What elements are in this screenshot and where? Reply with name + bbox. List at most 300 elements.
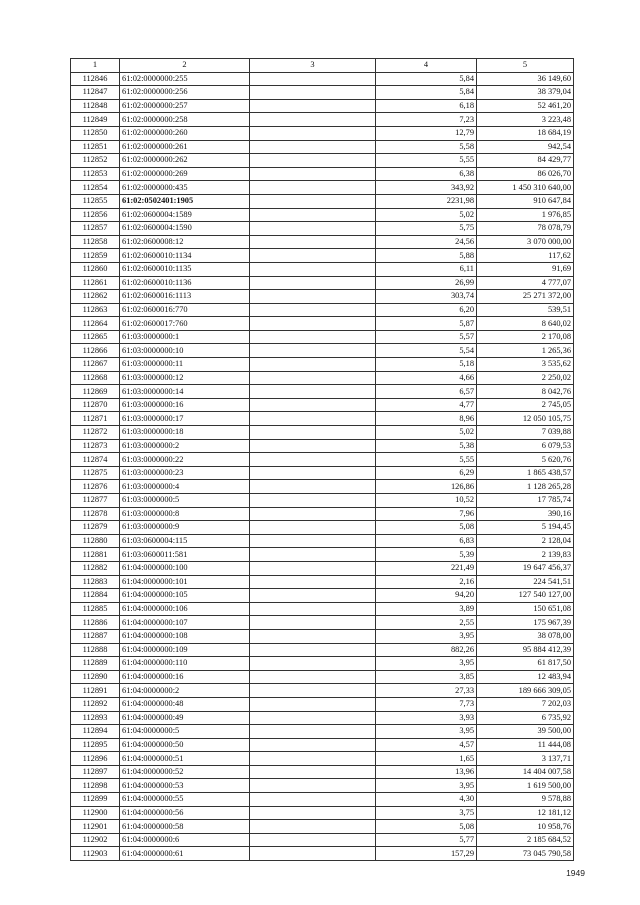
area-cell: 5,58 <box>376 140 477 154</box>
row-number-cell: 112859 <box>71 249 120 263</box>
value-cell: 1 265,36 <box>477 344 574 358</box>
value-cell: 38 078,00 <box>477 629 574 643</box>
empty-cell <box>250 167 376 181</box>
empty-cell <box>250 670 376 684</box>
row-number-cell: 112856 <box>71 208 120 222</box>
empty-cell <box>250 589 376 603</box>
empty-cell <box>250 494 376 508</box>
table-row <box>71 303 574 317</box>
value-cell: 12 050 105,75 <box>477 412 574 426</box>
table-row <box>71 154 574 168</box>
value-cell: 73 045 790,58 <box>477 847 574 861</box>
row-number-cell: 112884 <box>71 589 120 603</box>
table-row <box>71 466 574 480</box>
cadastral-number-cell: 61:04:0000000:105 <box>120 589 250 603</box>
table-row <box>71 711 574 725</box>
cadastral-number-cell: 61:04:0000000:2 <box>120 684 250 698</box>
header-col-4: 4 <box>376 59 477 73</box>
value-cell: 38 379,04 <box>477 86 574 100</box>
empty-cell <box>250 208 376 222</box>
row-number-cell: 112903 <box>71 847 120 861</box>
area-cell: 5,08 <box>376 820 477 834</box>
row-number-cell: 112902 <box>71 833 120 847</box>
row-number-cell: 112901 <box>71 820 120 834</box>
row-number-cell: 112860 <box>71 262 120 276</box>
area-cell: 6,20 <box>376 303 477 317</box>
empty-cell <box>250 779 376 793</box>
table-row <box>71 480 574 494</box>
cadastral-number-cell: 61:03:0000000:10 <box>120 344 250 358</box>
area-cell: 4,77 <box>376 398 477 412</box>
cadastral-number-cell: 61:02:0000000:435 <box>120 181 250 195</box>
table-row <box>71 317 574 331</box>
area-cell: 5,87 <box>376 317 477 331</box>
table-row <box>71 657 574 671</box>
row-number-cell: 112851 <box>71 140 120 154</box>
table-row <box>71 561 574 575</box>
cadastral-number-cell: 61:04:0000000:50 <box>120 738 250 752</box>
value-cell: 1 865 438,57 <box>477 466 574 480</box>
table-row <box>71 643 574 657</box>
row-number-cell: 112875 <box>71 466 120 480</box>
row-number-cell: 112893 <box>71 711 120 725</box>
empty-cell <box>250 616 376 630</box>
table-row <box>71 385 574 399</box>
value-cell: 2 745,05 <box>477 398 574 412</box>
empty-cell <box>250 657 376 671</box>
table-row <box>71 426 574 440</box>
row-number-cell: 112848 <box>71 99 120 113</box>
cadastral-number-cell: 61:03:0600004:115 <box>120 534 250 548</box>
row-number-cell: 112886 <box>71 616 120 630</box>
area-cell: 7,96 <box>376 507 477 521</box>
row-number-cell: 112874 <box>71 453 120 467</box>
empty-cell <box>250 235 376 249</box>
cadastral-number-cell: 61:02:0000000:255 <box>120 72 250 86</box>
table-row <box>71 602 574 616</box>
area-cell: 343,92 <box>376 181 477 195</box>
table-row <box>71 548 574 562</box>
area-cell: 3,75 <box>376 806 477 820</box>
area-cell: 6,83 <box>376 534 477 548</box>
cadastral-number-cell: 61:03:0000000:22 <box>120 453 250 467</box>
area-cell: 7,23 <box>376 113 477 127</box>
empty-cell <box>250 154 376 168</box>
page-number: 1949 <box>566 868 585 878</box>
table-row <box>71 820 574 834</box>
value-cell: 17 785,74 <box>477 494 574 508</box>
row-number-cell: 112871 <box>71 412 120 426</box>
area-cell: 5,57 <box>376 330 477 344</box>
row-number-cell: 112896 <box>71 752 120 766</box>
value-cell: 12 181,12 <box>477 806 574 820</box>
row-number-cell: 112867 <box>71 358 120 372</box>
cadastral-number-cell: 61:03:0000000:18 <box>120 426 250 440</box>
area-cell: 3,93 <box>376 711 477 725</box>
cadastral-number-cell: 61:02:0600016:1113 <box>120 290 250 304</box>
value-cell: 86 026,70 <box>477 167 574 181</box>
cadastral-number-cell: 61:04:0000000:48 <box>120 697 250 711</box>
area-cell: 2,16 <box>376 575 477 589</box>
row-number-cell: 112878 <box>71 507 120 521</box>
cadastral-number-cell: 61:02:0000000:257 <box>120 99 250 113</box>
row-number-cell: 112895 <box>71 738 120 752</box>
area-cell: 5,88 <box>376 249 477 263</box>
row-number-cell: 112899 <box>71 793 120 807</box>
cadastral-number-cell: 61:04:0000000:106 <box>120 602 250 616</box>
value-cell: 6 079,53 <box>477 439 574 453</box>
table-row <box>71 833 574 847</box>
row-number-cell: 112847 <box>71 86 120 100</box>
empty-cell <box>250 725 376 739</box>
row-number-cell: 112882 <box>71 561 120 575</box>
empty-cell <box>250 466 376 480</box>
table-row <box>71 589 574 603</box>
cadastral-number-cell: 61:02:0600004:1590 <box>120 222 250 236</box>
table-row <box>71 806 574 820</box>
area-cell: 303,74 <box>376 290 477 304</box>
empty-cell <box>250 262 376 276</box>
cadastral-number-cell: 61:04:0000000:5 <box>120 725 250 739</box>
value-cell: 1 976,85 <box>477 208 574 222</box>
cadastral-number-cell: 61:03:0000000:17 <box>120 412 250 426</box>
cadastral-number-cell: 61:04:0000000:52 <box>120 765 250 779</box>
row-number-cell: 112888 <box>71 643 120 657</box>
table-row <box>71 575 574 589</box>
empty-cell <box>250 738 376 752</box>
table-row <box>71 222 574 236</box>
cadastral-number-cell: 61:02:0000000:262 <box>120 154 250 168</box>
empty-cell <box>250 711 376 725</box>
area-cell: 3,95 <box>376 725 477 739</box>
table-row <box>71 752 574 766</box>
row-number-cell: 112892 <box>71 697 120 711</box>
cadastral-number-cell: 61:04:0000000:56 <box>120 806 250 820</box>
empty-cell <box>250 548 376 562</box>
value-cell: 175 967,39 <box>477 616 574 630</box>
table-row <box>71 126 574 140</box>
table-row <box>71 738 574 752</box>
value-cell: 2 170,08 <box>477 330 574 344</box>
value-cell: 127 540 127,00 <box>477 589 574 603</box>
header-col-2: 2 <box>120 59 250 73</box>
row-number-cell: 112883 <box>71 575 120 589</box>
cadastral-number-cell: 61:04:0000000:100 <box>120 561 250 575</box>
area-cell: 2,55 <box>376 616 477 630</box>
area-cell: 4,57 <box>376 738 477 752</box>
cadastral-number-cell: 61:02:0000000:258 <box>120 113 250 127</box>
row-number-cell: 112872 <box>71 426 120 440</box>
value-cell: 52 461,20 <box>477 99 574 113</box>
row-number-cell: 112876 <box>71 480 120 494</box>
value-cell: 942,54 <box>477 140 574 154</box>
empty-cell <box>250 126 376 140</box>
row-number-cell: 112869 <box>71 385 120 399</box>
value-cell: 10 958,76 <box>477 820 574 834</box>
cadastral-number-cell: 61:03:0600011:581 <box>120 548 250 562</box>
area-cell: 6,38 <box>376 167 477 181</box>
empty-cell <box>250 453 376 467</box>
cadastral-number-cell: 61:03:0000000:2 <box>120 439 250 453</box>
value-cell: 95 884 412,39 <box>477 643 574 657</box>
area-cell: 5,84 <box>376 86 477 100</box>
value-cell: 224 541,51 <box>477 575 574 589</box>
value-cell: 19 647 456,37 <box>477 561 574 575</box>
row-number-cell: 112853 <box>71 167 120 181</box>
row-number-cell: 112863 <box>71 303 120 317</box>
empty-cell <box>250 99 376 113</box>
table-row <box>71 684 574 698</box>
cadastral-number-cell: 61:03:0000000:11 <box>120 358 250 372</box>
empty-cell <box>250 697 376 711</box>
table-row <box>71 439 574 453</box>
row-number-cell: 112898 <box>71 779 120 793</box>
empty-cell <box>250 385 376 399</box>
cadastral-number-cell: 61:02:0000000:256 <box>120 86 250 100</box>
value-cell: 117,62 <box>477 249 574 263</box>
empty-cell <box>250 426 376 440</box>
area-cell: 5,08 <box>376 521 477 535</box>
cadastral-number-cell: 61:04:0000000:16 <box>120 670 250 684</box>
table-row <box>71 262 574 276</box>
value-cell: 2 139,83 <box>477 548 574 562</box>
cadastral-number-cell: 61:04:0000000:108 <box>120 629 250 643</box>
empty-cell <box>250 480 376 494</box>
cadastral-number-cell: 61:03:0000000:5 <box>120 494 250 508</box>
value-cell: 3 070 000,00 <box>477 235 574 249</box>
area-cell: 3,95 <box>376 629 477 643</box>
table-row <box>71 113 574 127</box>
area-cell: 5,55 <box>376 453 477 467</box>
empty-cell <box>250 86 376 100</box>
area-cell: 3,95 <box>376 657 477 671</box>
table-row <box>71 670 574 684</box>
table-row <box>71 344 574 358</box>
value-cell: 3 137,71 <box>477 752 574 766</box>
row-number-cell: 112858 <box>71 235 120 249</box>
row-number-cell: 112894 <box>71 725 120 739</box>
value-cell: 2 250,02 <box>477 371 574 385</box>
cadastral-number-cell: 61:02:0600010:1134 <box>120 249 250 263</box>
cadastral-number-cell: 61:04:0000000:51 <box>120 752 250 766</box>
table-row <box>71 494 574 508</box>
empty-cell <box>250 181 376 195</box>
empty-cell <box>250 833 376 847</box>
area-cell: 13,96 <box>376 765 477 779</box>
empty-cell <box>250 358 376 372</box>
table-row <box>71 779 574 793</box>
row-number-cell: 112881 <box>71 548 120 562</box>
value-cell: 84 429,77 <box>477 154 574 168</box>
cadastral-number-cell: 61:02:0600016:770 <box>120 303 250 317</box>
area-cell: 2231,98 <box>376 194 477 208</box>
area-cell: 126,86 <box>376 480 477 494</box>
area-cell: 8,96 <box>376 412 477 426</box>
empty-cell <box>250 507 376 521</box>
cadastral-number-cell: 61:03:0000000:14 <box>120 385 250 399</box>
value-cell: 3 535,62 <box>477 358 574 372</box>
value-cell: 39 500,00 <box>477 725 574 739</box>
area-cell: 6,57 <box>376 385 477 399</box>
cadastral-number-cell: 61:04:0000000:53 <box>120 779 250 793</box>
table-row <box>71 290 574 304</box>
header-col-1: 1 <box>71 59 120 73</box>
row-number-cell: 112854 <box>71 181 120 195</box>
area-cell: 10,52 <box>376 494 477 508</box>
table-row <box>71 208 574 222</box>
empty-cell <box>250 752 376 766</box>
value-cell: 36 149,60 <box>477 72 574 86</box>
area-cell: 6,29 <box>376 466 477 480</box>
empty-cell <box>250 534 376 548</box>
row-number-cell: 112880 <box>71 534 120 548</box>
table-row <box>71 249 574 263</box>
value-cell: 2 185 684,52 <box>477 833 574 847</box>
area-cell: 5,54 <box>376 344 477 358</box>
value-cell: 14 404 007,58 <box>477 765 574 779</box>
area-cell: 157,29 <box>376 847 477 861</box>
empty-cell <box>250 371 376 385</box>
empty-cell <box>250 765 376 779</box>
value-cell: 3 223,48 <box>477 113 574 127</box>
value-cell: 910 647,84 <box>477 194 574 208</box>
cadastral-number-cell: 61:02:0600010:1136 <box>120 276 250 290</box>
value-cell: 8 640,02 <box>477 317 574 331</box>
table-row <box>71 507 574 521</box>
row-number-cell: 112846 <box>71 72 120 86</box>
table-row <box>71 167 574 181</box>
cadastral-number-cell: 61:02:0600010:1135 <box>120 262 250 276</box>
empty-cell <box>250 793 376 807</box>
cadastral-number-cell: 61:03:0000000:16 <box>120 398 250 412</box>
value-cell: 91,69 <box>477 262 574 276</box>
row-number-cell: 112849 <box>71 113 120 127</box>
area-cell: 4,30 <box>376 793 477 807</box>
value-cell: 539,51 <box>477 303 574 317</box>
area-cell: 94,20 <box>376 589 477 603</box>
cadastral-number-cell: 61:03:0000000:1 <box>120 330 250 344</box>
table-row <box>71 276 574 290</box>
empty-cell <box>250 806 376 820</box>
empty-cell <box>250 249 376 263</box>
empty-cell <box>250 344 376 358</box>
row-number-cell: 112865 <box>71 330 120 344</box>
table-row <box>71 765 574 779</box>
header-col-5: 5 <box>477 59 574 73</box>
area-cell: 5,75 <box>376 222 477 236</box>
value-cell: 18 684,19 <box>477 126 574 140</box>
area-cell: 5,84 <box>376 72 477 86</box>
value-cell: 5 620,76 <box>477 453 574 467</box>
table-row <box>71 697 574 711</box>
area-cell: 7,73 <box>376 697 477 711</box>
empty-cell <box>250 113 376 127</box>
cadastral-number-cell: 61:04:0000000:109 <box>120 643 250 657</box>
value-cell: 11 444,08 <box>477 738 574 752</box>
cadastral-number-cell: 61:04:0000000:55 <box>120 793 250 807</box>
table-row <box>71 99 574 113</box>
row-number-cell: 112850 <box>71 126 120 140</box>
cadastral-number-cell: 61:02:0000000:261 <box>120 140 250 154</box>
table-row <box>71 358 574 372</box>
row-number-cell: 112873 <box>71 439 120 453</box>
row-number-cell: 112864 <box>71 317 120 331</box>
area-cell: 221,49 <box>376 561 477 575</box>
value-cell: 8 042,76 <box>477 385 574 399</box>
value-cell: 150 651,08 <box>477 602 574 616</box>
empty-cell <box>250 684 376 698</box>
table-row <box>71 453 574 467</box>
empty-cell <box>250 521 376 535</box>
empty-cell <box>250 561 376 575</box>
row-number-cell: 112897 <box>71 765 120 779</box>
cadastral-number-cell: 61:04:0000000:61 <box>120 847 250 861</box>
empty-cell <box>250 575 376 589</box>
table-row <box>71 725 574 739</box>
table-row <box>71 793 574 807</box>
empty-cell <box>250 602 376 616</box>
area-cell: 6,18 <box>376 99 477 113</box>
cadastral-number-cell: 61:03:0000000:12 <box>120 371 250 385</box>
value-cell: 78 078,79 <box>477 222 574 236</box>
table-row <box>71 194 574 208</box>
empty-cell <box>250 317 376 331</box>
row-number-cell: 112852 <box>71 154 120 168</box>
table-row <box>71 847 574 861</box>
value-cell: 1 128 265,28 <box>477 480 574 494</box>
cadastral-number-cell: 61:02:0000000:260 <box>120 126 250 140</box>
value-cell: 6 735,92 <box>477 711 574 725</box>
area-cell: 4,66 <box>376 371 477 385</box>
empty-cell <box>250 194 376 208</box>
area-cell: 6,11 <box>376 262 477 276</box>
row-number-cell: 112879 <box>71 521 120 535</box>
value-cell: 9 578,88 <box>477 793 574 807</box>
cadastral-number-cell: 61:03:0000000:4 <box>120 480 250 494</box>
row-number-cell: 112889 <box>71 657 120 671</box>
table-row <box>71 72 574 86</box>
cadastral-number-cell: 61:04:0000000:101 <box>120 575 250 589</box>
table-row <box>71 371 574 385</box>
area-cell: 1,65 <box>376 752 477 766</box>
area-cell: 5,39 <box>376 548 477 562</box>
area-cell: 3,85 <box>376 670 477 684</box>
empty-cell <box>250 303 376 317</box>
row-number-cell: 112861 <box>71 276 120 290</box>
area-cell: 12,79 <box>376 126 477 140</box>
value-cell: 390,16 <box>477 507 574 521</box>
empty-cell <box>250 629 376 643</box>
row-number-cell: 112857 <box>71 222 120 236</box>
area-cell: 5,02 <box>376 208 477 222</box>
area-cell: 3,95 <box>376 779 477 793</box>
table-row <box>71 235 574 249</box>
cadastral-number-cell: 61:04:0000000:49 <box>120 711 250 725</box>
area-cell: 882,26 <box>376 643 477 657</box>
value-cell: 7 039,88 <box>477 426 574 440</box>
table-row <box>71 398 574 412</box>
value-cell: 61 817,50 <box>477 657 574 671</box>
value-cell: 1 450 310 640,00 <box>477 181 574 195</box>
empty-cell <box>250 643 376 657</box>
empty-cell <box>250 222 376 236</box>
value-cell: 4 777,07 <box>477 276 574 290</box>
empty-cell <box>250 847 376 861</box>
table-row <box>71 330 574 344</box>
row-number-cell: 112900 <box>71 806 120 820</box>
row-number-cell: 112866 <box>71 344 120 358</box>
row-number-cell: 112877 <box>71 494 120 508</box>
